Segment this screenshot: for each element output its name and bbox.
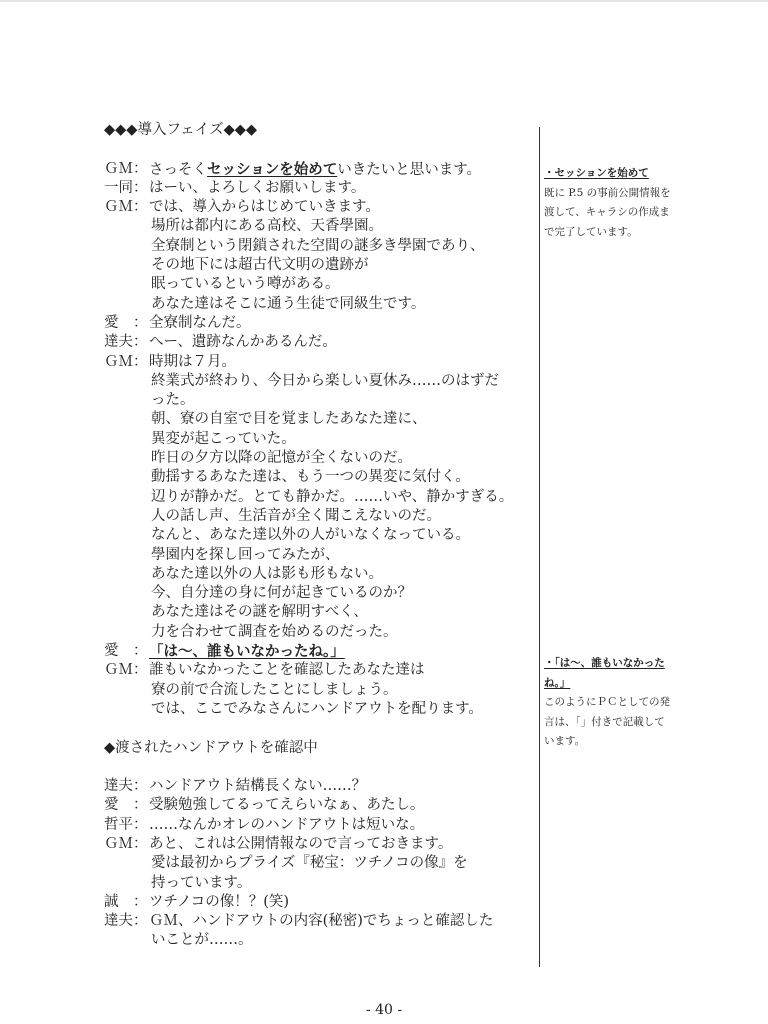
note-heading: ・「は～、誰もいなかった <box>544 657 665 669</box>
dialogue-continuation: った。 <box>151 392 195 409</box>
note-line: 既に P.5 の事前公開情報を <box>544 186 671 199</box>
dialogue-line: 誠 ： ツチノコの像！？(笑) <box>104 893 536 912</box>
dialogue-continuation: 動揺するあなた達は、もう一つの異変に気付く。 <box>151 469 470 486</box>
dialogue-continuation: 學園内を探し回ってみたが、 <box>151 546 340 563</box>
dialogue-line: 達夫： ハンドアウト結構長くない……？ <box>104 777 536 796</box>
top-rule <box>0 0 768 2</box>
note-line: います。 <box>544 735 586 747</box>
dialogue-continuation: 力を合わせて調査を始めるのだった。 <box>151 623 398 640</box>
speaker: 誠 ： <box>104 893 148 910</box>
dialogue-continuation: あなた達はそこに通う生徒で同級生です。 <box>151 295 426 312</box>
dialogue-continuation: 眠っているという噂がある。 <box>151 276 340 293</box>
dialogue-line: 一同： はーい、よろしくお願いします。 <box>104 179 536 198</box>
page-number: - 40 - <box>365 1002 403 1018</box>
annotated-phrase: セッションを始めて <box>207 160 338 178</box>
dialogue-line: ＧＭ： では、導入からはじめていきます。 <box>104 198 536 217</box>
dialogue-continuation: 人の話し声、生活音が全く聞こえないのだ。 <box>151 507 441 524</box>
dialogue-continuation: あなた達以外の人は影も形もない。 <box>151 565 383 582</box>
section-title: ◆◆◆導入フェイズ◆◆◆ <box>104 122 258 138</box>
margin-note <box>544 654 694 752</box>
dialogue-line: 達夫： ＧＭ、ハンドアウトの内容(秘密)でちょっと確認した <box>104 912 536 931</box>
speaker: 一同： <box>104 179 148 196</box>
note-heading: ね。」 <box>544 676 571 689</box>
dialogue-continuation: 持っています。 <box>151 874 252 891</box>
dialogue-line: ＧＭ： あと、これは公開情報なので言っておきます。 <box>104 835 536 854</box>
script-body <box>104 121 536 951</box>
speaker: 達夫： <box>104 334 148 351</box>
speaker: 愛 ： <box>104 643 148 660</box>
subheading: ◆渡されたハンドアウトを確認中 <box>104 739 318 756</box>
dialogue-continuation: 今、自分達の身に何が起きているのか？ <box>151 585 412 602</box>
dialogue-line: 達夫： へー、遺跡なんかあるんだ。 <box>104 333 536 352</box>
dialogue-continuation: 寮の前で合流したことにしましょう。 <box>151 681 398 698</box>
dialogue-continuation: 愛は最初からプライズ『秘宝：ツチノコの像』を <box>151 855 468 872</box>
speaker: ＧＭ： <box>104 353 148 370</box>
note-line: 言は、「」付きで記載して <box>544 715 665 728</box>
speaker: ＧＭ： <box>104 199 148 216</box>
dialogue-line: 愛 ： 受験勉強してるってえらいなぁ、あたし。 <box>104 796 536 815</box>
dialogue-continuation: 昨日の夕方以降の記憶が全くないのだ。 <box>151 450 412 467</box>
speaker: 達夫： <box>104 913 148 930</box>
speaker: ＧＭ： <box>104 835 148 852</box>
dialogue-continuation: なんと、あなた達以外の人がいなくなっている。 <box>151 527 470 544</box>
dialogue-line: ＧＭ： 誰もいなかったことを確認したあなた達は <box>104 661 536 680</box>
dialogue-continuation: では、ここでみなさんにハンドアウトを配ります。 <box>151 700 483 717</box>
dialogue-continuation: 全寮制という閉鎖された空間の謎多き學園であり、 <box>151 237 485 254</box>
note-line: で完了しています。 <box>544 225 638 238</box>
dialogue-continuation: 場所は都内にある高校、天香學園。 <box>151 218 383 235</box>
speaker: 愛 ： <box>104 314 148 331</box>
note-line: このようにＰＣとしての発 <box>544 696 670 708</box>
dialogue-continuation: 朝、寮の自室で目を覚ましたあなた達に、 <box>151 411 427 428</box>
note-heading: ・セッションを始めて <box>544 167 649 179</box>
dialogue-continuation: その地下には超古代文明の遺跡が <box>151 257 369 274</box>
speaker: 達夫： <box>104 778 148 795</box>
dialogue-continuation: いことが……。 <box>151 932 253 949</box>
dialogue-line: ＧＭ： さっそくセッションを始めていきたいと思います。 <box>104 160 482 178</box>
dialogue-line <box>104 642 536 661</box>
dialogue-continuation: あなた達はその謎を解明すべく、 <box>151 604 368 621</box>
margin-divider <box>539 127 540 967</box>
dialogue-line: 愛 ： 全寮制なんだ。 <box>104 314 536 333</box>
speaker: 哲平： <box>104 816 148 833</box>
speaker: ＧＭ： <box>104 160 148 177</box>
speaker: 愛 ： <box>104 797 148 814</box>
dialogue-line: 哲平： ……なんかオレのハンドアウトは短いな。 <box>104 816 536 835</box>
annotated-phrase: 「は～、誰もいなかったね。」 <box>149 643 345 661</box>
dialogue-continuation: 辺りが静かだ。とても静かだ。……いや、静かすぎる。 <box>151 488 514 505</box>
note-line: 渡して、キャラシの作成ま <box>544 206 670 218</box>
dialogue-continuation: 異変が起こっていた。 <box>151 430 296 447</box>
speaker: ＧＭ： <box>104 662 148 679</box>
dialogue-line: ＧＭ： 時期は７月。 <box>104 353 536 372</box>
margin-note <box>544 164 694 242</box>
dialogue-continuation: 終業式が終わり、今日から楽しい夏休み……のはずだ <box>151 372 499 389</box>
